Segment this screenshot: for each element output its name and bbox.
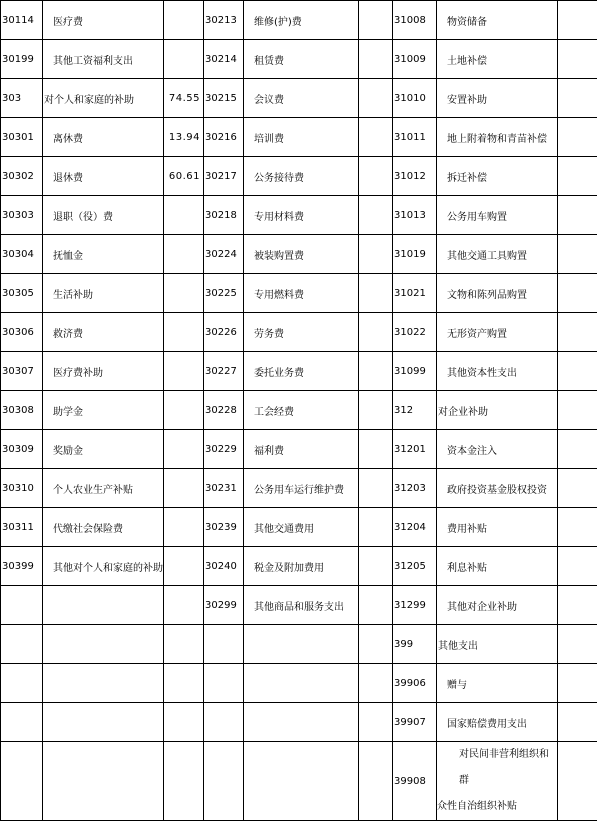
amount-cell	[164, 703, 204, 742]
code-cell: 39908	[393, 742, 437, 821]
code-cell	[1, 703, 43, 742]
item-name-cell: 政府投资基金股权投资	[437, 469, 558, 508]
item-name-cell: 委托业务费	[244, 352, 359, 391]
item-name-cell: 生活补助	[43, 274, 164, 313]
code-cell	[204, 703, 244, 742]
code-cell: 31204	[393, 508, 437, 547]
table-row	[1, 313, 597, 352]
item-name-cell: 退休费	[43, 157, 164, 196]
amount-cell	[359, 586, 393, 625]
code-cell: 30227	[204, 352, 244, 391]
code-cell: 39906	[393, 664, 437, 703]
amount-cell	[164, 352, 204, 391]
amount-cell: 74.55	[164, 79, 204, 118]
item-name-cell: 救济费	[43, 313, 164, 352]
code-cell: 30302	[1, 157, 43, 196]
amount-cell	[558, 352, 597, 391]
amount-cell	[359, 352, 393, 391]
item-name-cell: 被装购置费	[244, 235, 359, 274]
code-cell: 30399	[1, 547, 43, 586]
item-name-cell	[437, 742, 558, 821]
amount-cell	[359, 196, 393, 235]
amount-cell	[558, 703, 597, 742]
code-cell: 31013	[393, 196, 437, 235]
item-name-cell: 劳务费	[244, 313, 359, 352]
item-name-cell: 租赁费	[244, 40, 359, 79]
code-cell: 312	[393, 391, 437, 430]
amount-cell	[558, 586, 597, 625]
amount-cell	[558, 742, 597, 821]
table-row	[1, 40, 597, 79]
item-name-cell: 对企业补助	[437, 391, 558, 430]
code-cell: 31009	[393, 40, 437, 79]
item-name-cell: 培训费	[244, 118, 359, 157]
code-cell: 31021	[393, 274, 437, 313]
amount-cell	[359, 157, 393, 196]
item-name-cell: 助学金	[43, 391, 164, 430]
code-cell: 30239	[204, 508, 244, 547]
code-cell: 31012	[393, 157, 437, 196]
item-name-cell	[244, 703, 359, 742]
item-name-cell: 维修(护)费	[244, 1, 359, 40]
amount-cell	[164, 274, 204, 313]
item-name-cell: 公务用车运行维护费	[244, 469, 359, 508]
code-cell: 31099	[393, 352, 437, 391]
amount-cell	[558, 391, 597, 430]
item-name-cell: 安置补助	[437, 79, 558, 118]
code-cell: 30231	[204, 469, 244, 508]
item-name-cell: 其他交通费用	[244, 508, 359, 547]
item-name-cell: 费用补贴	[437, 508, 558, 547]
code-cell: 30309	[1, 430, 43, 469]
item-name-cell: 对个人和家庭的补助	[43, 79, 164, 118]
code-cell	[1, 625, 43, 664]
code-cell: 30301	[1, 118, 43, 157]
amount-cell	[558, 664, 597, 703]
amount-cell	[359, 1, 393, 40]
item-name-cell: 公务用车购置	[437, 196, 558, 235]
code-cell: 30199	[1, 40, 43, 79]
code-cell	[204, 742, 244, 821]
amount-cell	[359, 313, 393, 352]
code-cell: 30229	[204, 430, 244, 469]
amount-cell	[359, 547, 393, 586]
code-cell: 30224	[204, 235, 244, 274]
item-name-cell: 离休费	[43, 118, 164, 157]
table-row	[1, 625, 597, 664]
item-name-cell: 工会经费	[244, 391, 359, 430]
amount-cell	[164, 430, 204, 469]
code-cell: 31008	[393, 1, 437, 40]
amount-cell	[164, 196, 204, 235]
item-name-cell: 无形资产购置	[437, 313, 558, 352]
item-name-cell	[43, 625, 164, 664]
item-name-cell	[244, 625, 359, 664]
amount-cell	[558, 313, 597, 352]
item-name-cell: 资本金注入	[437, 430, 558, 469]
code-cell: 39907	[393, 703, 437, 742]
table-row	[1, 157, 597, 196]
table-row	[1, 586, 597, 625]
item-name-cell: 会议费	[244, 79, 359, 118]
amount-cell	[558, 625, 597, 664]
code-cell: 30216	[204, 118, 244, 157]
amount-cell	[164, 1, 204, 40]
code-cell	[204, 664, 244, 703]
amount-cell	[558, 118, 597, 157]
item-name-cell: 医疗费	[43, 1, 164, 40]
item-name-cell: 利息补贴	[437, 547, 558, 586]
table-row	[1, 235, 597, 274]
code-cell: 30303	[1, 196, 43, 235]
table-row	[1, 742, 597, 821]
amount-cell	[359, 625, 393, 664]
item-name-cell: 奖励金	[43, 430, 164, 469]
amount-cell	[359, 118, 393, 157]
amount-cell	[164, 508, 204, 547]
amount-cell	[164, 742, 204, 821]
amount-cell	[558, 157, 597, 196]
code-cell: 30308	[1, 391, 43, 430]
table-row	[1, 703, 597, 742]
item-name-cell: 物资储备	[437, 1, 558, 40]
item-name-cell: 公务接待费	[244, 157, 359, 196]
code-cell: 303	[1, 79, 43, 118]
amount-cell	[558, 79, 597, 118]
table-row	[1, 352, 597, 391]
item-name-cell	[43, 586, 164, 625]
code-cell: 31299	[393, 586, 437, 625]
item-name-cell: 国家赔偿费用支出	[437, 703, 558, 742]
code-cell: 31022	[393, 313, 437, 352]
amount-cell	[359, 430, 393, 469]
code-cell: 30228	[204, 391, 244, 430]
code-cell	[1, 586, 43, 625]
item-name-cell: 代缴社会保险费	[43, 508, 164, 547]
table-row	[1, 664, 597, 703]
amount-cell	[558, 430, 597, 469]
item-name-cell: 文物和陈列品购置	[437, 274, 558, 313]
code-cell: 399	[393, 625, 437, 664]
code-cell: 30213	[204, 1, 244, 40]
amount-cell	[558, 508, 597, 547]
item-name-cell: 医疗费补助	[43, 352, 164, 391]
amount-cell	[558, 235, 597, 274]
amount-cell	[164, 40, 204, 79]
item-name-cell: 退职（役）费	[43, 196, 164, 235]
code-cell: 30304	[1, 235, 43, 274]
item-name-cell	[244, 664, 359, 703]
table-row	[1, 274, 597, 313]
table-row	[1, 118, 597, 157]
amount-cell	[359, 703, 393, 742]
item-name-cell: 其他对个人和家庭的补助	[43, 547, 164, 586]
table-row	[1, 547, 597, 586]
amount-cell	[164, 586, 204, 625]
amount-cell	[164, 469, 204, 508]
code-cell: 30226	[204, 313, 244, 352]
amount-cell	[164, 391, 204, 430]
code-cell: 30240	[204, 547, 244, 586]
code-cell: 31205	[393, 547, 437, 586]
amount-cell	[164, 664, 204, 703]
amount-cell	[359, 274, 393, 313]
code-cell: 30310	[1, 469, 43, 508]
item-name-cell: 福利费	[244, 430, 359, 469]
code-cell: 31010	[393, 79, 437, 118]
amount-cell	[558, 1, 597, 40]
code-cell: 30218	[204, 196, 244, 235]
amount-cell	[164, 547, 204, 586]
amount-cell	[558, 469, 597, 508]
code-cell: 30214	[204, 40, 244, 79]
item-name-cell: 税金及附加费用	[244, 547, 359, 586]
table-body	[1, 1, 597, 821]
amount-cell	[359, 79, 393, 118]
code-cell: 31019	[393, 235, 437, 274]
item-name-cell: 赠与	[437, 664, 558, 703]
item-name-cell: 其他支出	[437, 625, 558, 664]
amount-cell	[359, 664, 393, 703]
code-cell: 30307	[1, 352, 43, 391]
amount-cell	[558, 547, 597, 586]
item-name-cell: 其他对企业补助	[437, 586, 558, 625]
code-cell	[204, 625, 244, 664]
item-name-cell: 地上附着物和青苗补偿	[437, 118, 558, 157]
item-name-cell: 拆迁补偿	[437, 157, 558, 196]
item-name-cell: 抚恤金	[43, 235, 164, 274]
code-cell: 30114	[1, 1, 43, 40]
table-row	[1, 508, 597, 547]
amount-cell	[164, 313, 204, 352]
table-row	[1, 196, 597, 235]
code-cell: 30225	[204, 274, 244, 313]
amount-cell	[359, 469, 393, 508]
table-row	[1, 79, 597, 118]
item-name-cell: 其他资本性支出	[437, 352, 558, 391]
item-name-cell	[43, 664, 164, 703]
code-cell	[1, 742, 43, 821]
code-cell: 30311	[1, 508, 43, 547]
code-cell: 31011	[393, 118, 437, 157]
table-row	[1, 391, 597, 430]
amount-cell	[558, 196, 597, 235]
item-name-cell: 其他交通工具购置	[437, 235, 558, 274]
code-cell: 30217	[204, 157, 244, 196]
code-cell: 30215	[204, 79, 244, 118]
item-name-cell: 专用材料费	[244, 196, 359, 235]
code-cell: 31203	[393, 469, 437, 508]
item-name-cell: 其他工资福利支出	[43, 40, 164, 79]
table-row	[1, 469, 597, 508]
table-row	[1, 1, 597, 40]
code-cell	[1, 664, 43, 703]
code-cell: 30305	[1, 274, 43, 313]
table-row	[1, 430, 597, 469]
item-name-cell: 其他商品和服务支出	[244, 586, 359, 625]
amount-cell	[359, 40, 393, 79]
item-name-cell	[43, 742, 164, 821]
amount-cell	[359, 235, 393, 274]
code-cell: 31201	[393, 430, 437, 469]
amount-cell	[359, 742, 393, 821]
item-name-cell	[43, 703, 164, 742]
item-name-line: 众性自治组织补贴	[437, 794, 555, 820]
amount-cell	[359, 391, 393, 430]
item-name-cell: 个人农业生产补贴	[43, 469, 164, 508]
amount-cell: 13.94	[164, 118, 204, 157]
amount-cell	[558, 40, 597, 79]
amount-cell	[164, 625, 204, 664]
item-name-cell: 专用燃料费	[244, 274, 359, 313]
item-name-cell	[244, 742, 359, 821]
amount-cell	[558, 274, 597, 313]
amount-cell	[359, 508, 393, 547]
amount-cell	[164, 235, 204, 274]
code-cell: 30306	[1, 313, 43, 352]
code-cell: 30299	[204, 586, 244, 625]
item-name-line: 对民间非营利组织和群	[447, 742, 555, 794]
amount-cell: 60.61	[164, 157, 204, 196]
item-name-cell: 土地补偿	[437, 40, 558, 79]
